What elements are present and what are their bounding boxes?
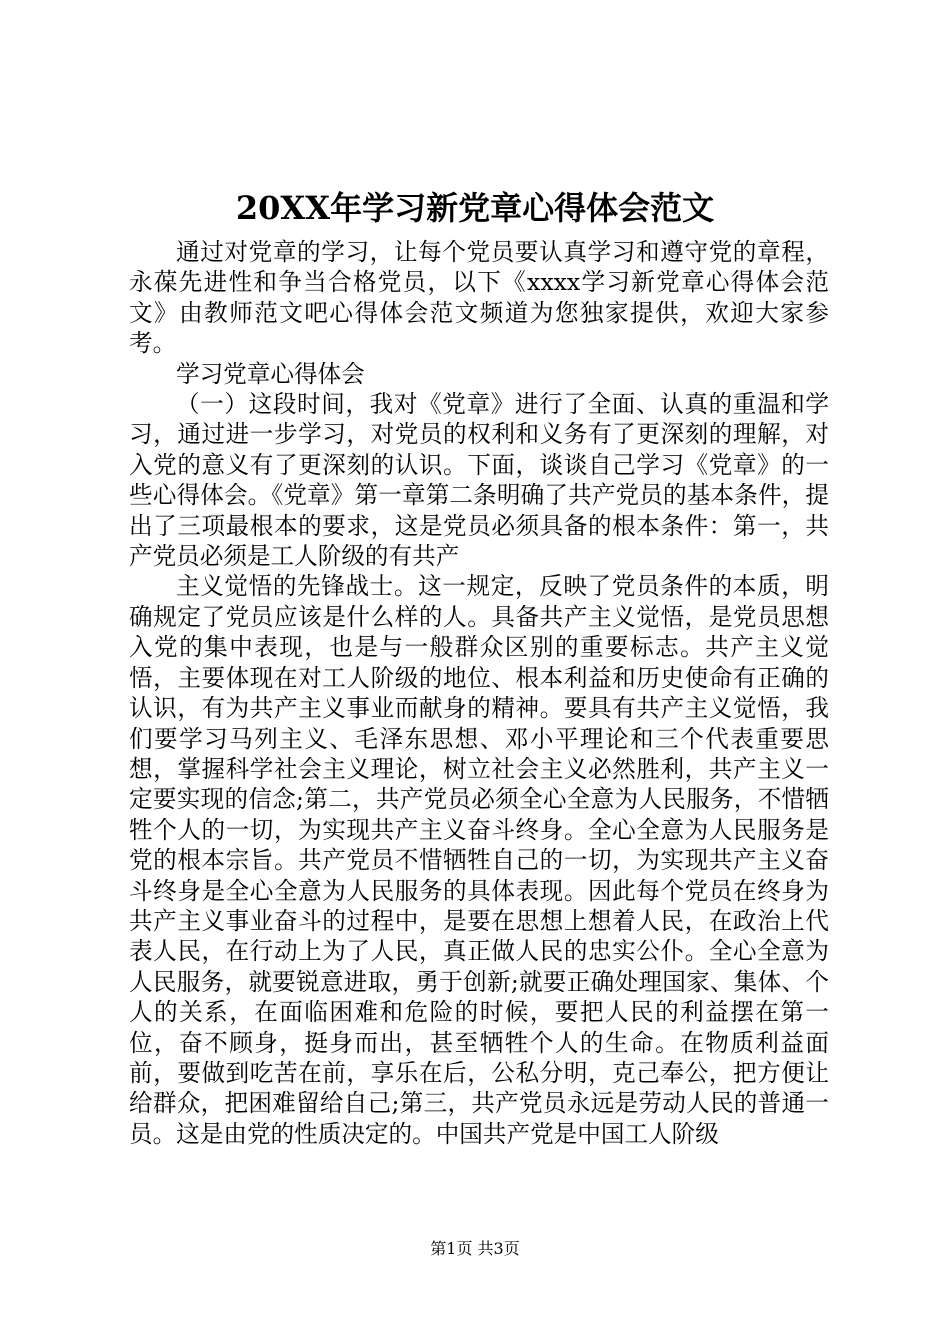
document-title: 20XX年学习新党章心得体会范文	[235, 189, 715, 227]
section-heading: 学习党章心得体会	[176, 359, 365, 388]
page-number: 第1页 共3页	[430, 1239, 520, 1258]
document-body	[129, 237, 829, 1149]
body-paragraph-1: （一）这段时间，我对《党章》进行了全面、认真的重温和学习，通过进一步学习，对党员的权利和义务有了更深刻的理解，对入党的意义有了更深刻的认识。下面，谈谈自己学习《党章》的一些心得体会。《党章》第一章第二条明确了共产党员的基本条件，提出了三项最根本的要求，这是党员必须具备的根本条件：第一，共产党员必须是工人阶级的有共产	[129, 390, 829, 571]
intro-paragraph: 通过对党章的学习，让每个党员要认真学习和遵守党的章程，永葆先进性和争当合格党员，以下《xxxx学习新党章心得体会范文》由教师范文吧心得体会范文频道为您独家提供，欢迎大家参考。	[129, 238, 829, 358]
body-paragraph-2: 主义觉悟的先锋战士。这一规定，反映了党员条件的本质，明确规定了党员应该是什么样的人。具备共产主义觉悟，是党员思想入党的集中表现，也是与一般群众区别的重要标志。共产主义觉悟，主要体现在对工人阶级的地位、根本利益和历史使命有正确的认识，有为共产主义事业而献身的精神。要具有共产主义觉悟，我们要学习马列主义、毛泽东思想、邓小平理论和三个代表重要思想，掌握科学社会主义理论，树立社会主义必然胜利，共产主义一定要实现的信念;第二，共产党员必须全心全意为人民服务，不惜牺牲个人的一切，为实现共产主义奋斗终身。全心全意为人民服务是党的根本宗旨。共产党员不惜牺牲自己的一切，为实现共产主义奋斗终身是全心全意为人民服务的具体表现。因此每个党员在终身为共产主义事业奋斗的过程中，是要在思想上想着人民，在政治上代表人民，在行动上为了人民，真正做人民的忠实公仆。全心全意为人民服务，就要锐意进取，勇于创新;就要正确处理国家、集体、个人的关系，在面临困难和危险的时候，要把人民的利益摆在第一位，奋不顾身，挺身而出，甚至牺牲个人的生命。在物质利益面前，要做到吃苦在前，享乐在后，公私分明，克己奉公，把方便让给群众，把困难留给自己;第三，共产党员永远是劳动人民的普通一员。这是由党的性质决定的。中国共产党是中国工人阶级	[129, 572, 829, 1148]
